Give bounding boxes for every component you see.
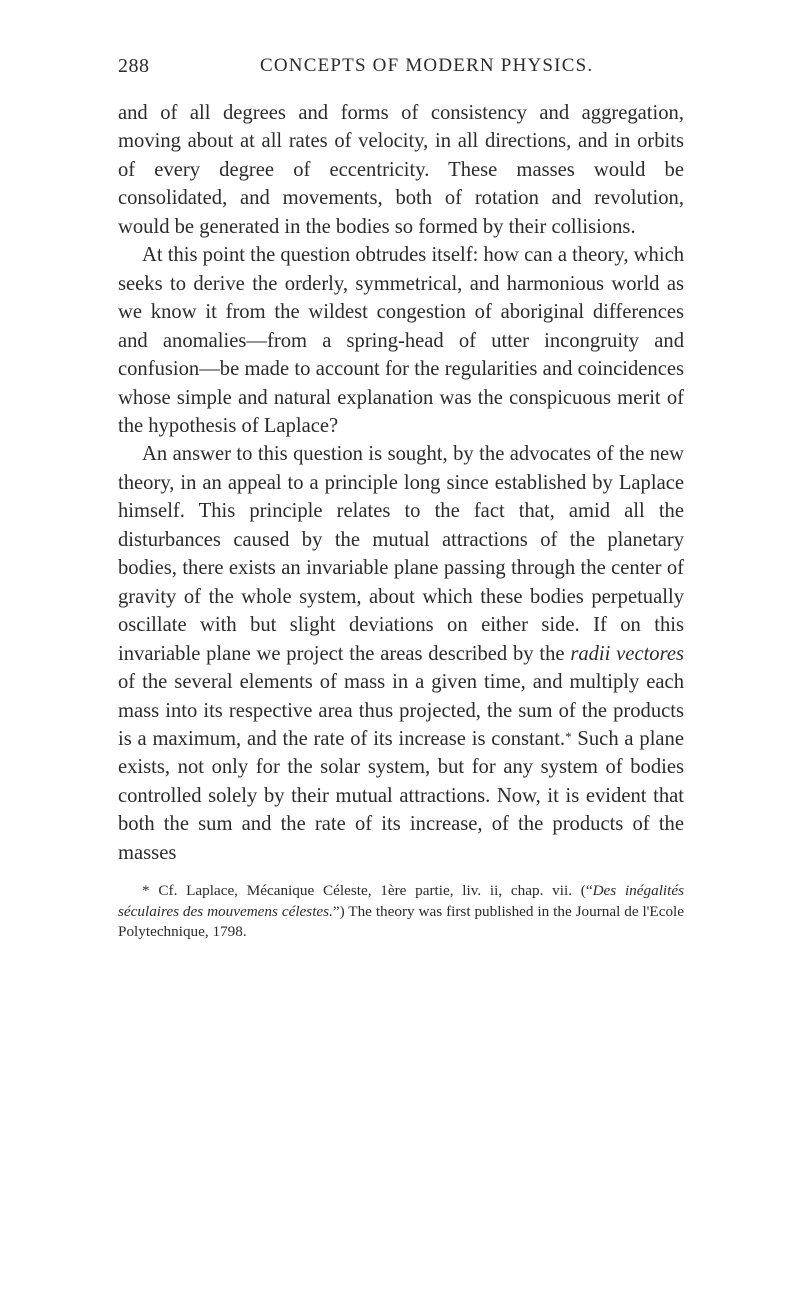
- running-title: CONCEPTS OF MODERN PHYSICS.: [260, 55, 594, 76]
- footnote: [118, 881, 684, 943]
- radii-vectores-term: radii vectores: [570, 642, 685, 665]
- footnote-reference-marker[interactable]: *: [565, 728, 572, 744]
- paragraph-answer: [118, 440, 684, 867]
- footnote-publication-note: ”) The theory was first published in the Journal de l'Ecole Polytechnique, 1798.: [118, 902, 684, 941]
- paragraph-answer-part-3: Such a plane exists, not only for the solar system, but for any system of bodies controlled solely by their mutual attractions. Now, it is evident that both the sum and the rate of its increase, of the products of the masses: [118, 727, 684, 864]
- body-text: [118, 99, 684, 867]
- footnote-citation: Cf. Laplace, Mécanique Céleste, 1ère partie, liv. ii, chap. vii. (“: [158, 882, 593, 900]
- paragraph-question: At this point the question obtrudes itself: how can a theory, which seeks to derive the orderly, symmetrical, and harmonious world as we know it from the wildest congestion of aboriginal differences and anomalies—from a spring-head of utter incongruity and confusion—be made to account for the regularities and coincidences whose simple and natural explanation was the conspicuous merit of the hypothesis of Laplace?: [118, 244, 685, 437]
- paragraph-answer-part-2: of the several elements of mass in a given time, and multiply each mass into its respective area thus projected, the sum of the products is a maximum, and the rate of its increase is constant.: [118, 671, 684, 750]
- footnote-marker: *: [142, 882, 150, 900]
- book-page: [118, 55, 684, 943]
- page-number: 288: [118, 55, 150, 77]
- footnote-italic-title: Des inégalités séculaires des mouvemens célestes.: [118, 882, 685, 920]
- paragraph-answer-part-1: An answer to this question is sought, by the advocates of the new theory, in an appeal to a principle long since established by Laplace himself. This principle relates to the fact that, amid all the disturbances caused by the mutual attractions of the planetary bodies, there exists an invariable plane passing through the center of gravity of the whole system, about which these bodies perpetually oscillate with but slight deviations on either side. If on this invariable plane we project the areas described by the: [118, 443, 684, 665]
- paragraph-continued: and of all degrees and forms of consistency and aggregation, moving about at all rates of velocity, in all directions, and in orbits of every degree of eccentricity. These masses would be consolidated, and movements, both of rotation and revolution, would be generated in the bodies so formed by their collisions.: [118, 102, 684, 238]
- running-header: [118, 55, 684, 89]
